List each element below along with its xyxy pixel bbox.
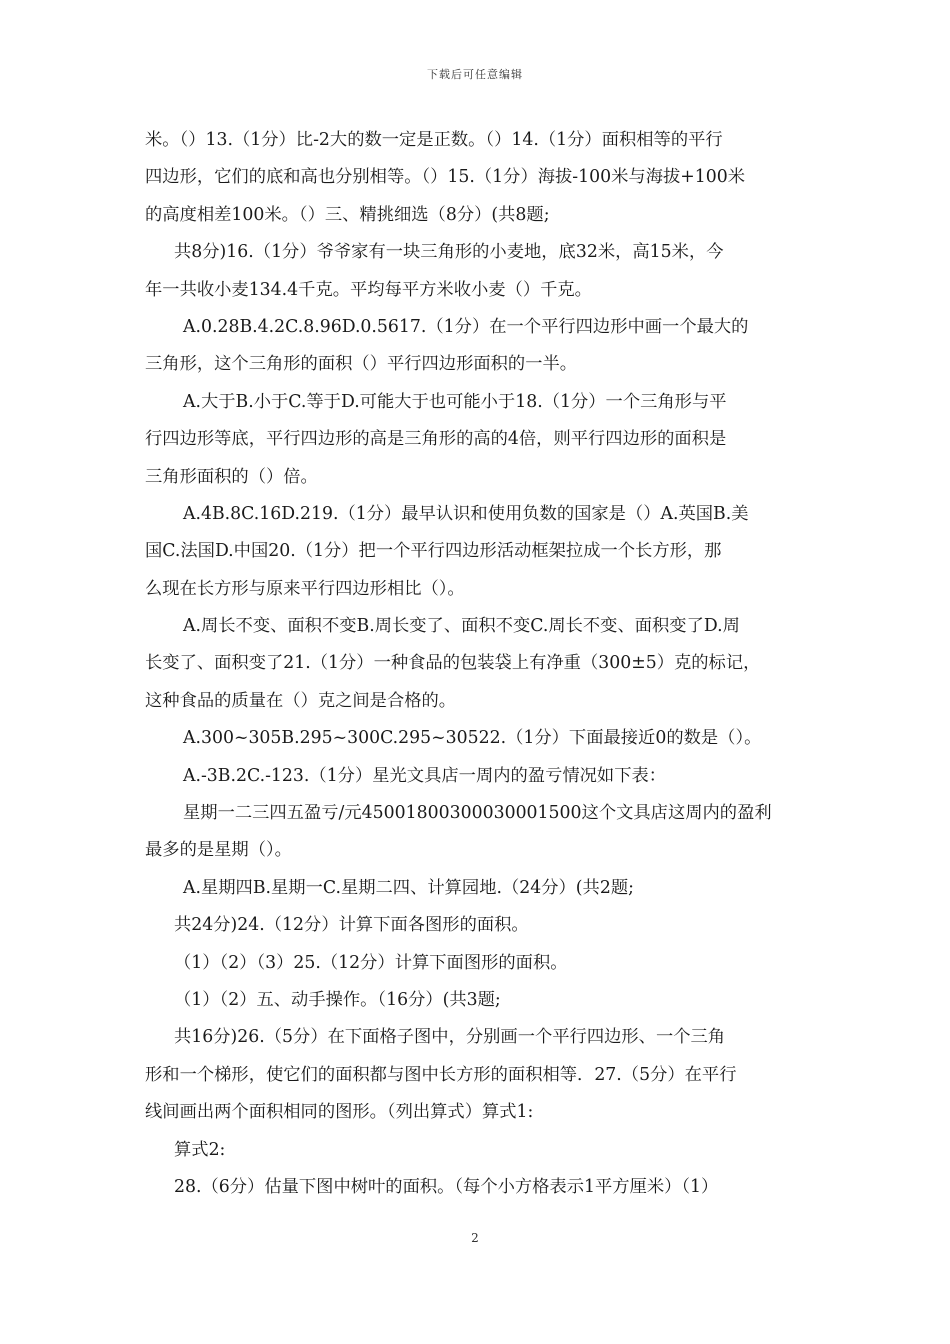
text-line: 国C.法国D.中国20.（1分）把一个平行四边形活动框架拉成一个长方形，那 <box>145 541 722 562</box>
text-line: 三角形面积的（）倍。 <box>145 466 318 487</box>
text-line: 共16分)26.（5分）在下面格子图中，分别画一个平行四边形、一个三角 <box>174 1027 726 1048</box>
text-line: A.大于B.小于C.等于D.可能大于也可能小于18.（1分）一个三角形与平 <box>183 391 727 412</box>
text-line: 算式2: <box>174 1139 226 1160</box>
text-line: 线间画出两个面积相同的图形。（列出算式）算式1: <box>145 1102 534 1123</box>
page-number: 2 <box>471 1231 479 1245</box>
text-line: 四边形，它们的底和高也分别相等。（）15.（1分）海拔-100米与海拔+100米 <box>145 167 745 188</box>
text-line: 共24分)24.（12分）计算下面各图形的面积。 <box>174 915 529 936</box>
text-line: 长变了、面积变了21.（1分）一种食品的包装袋上有净重（300±5）克的标记， <box>145 653 761 674</box>
text-line: 的高度相差100米。（）三、精挑细选（8分）(共8题; <box>145 204 550 225</box>
text-line: （1）（2）五、动手操作。（16分）(共3题; <box>174 989 501 1010</box>
text-line: 最多的是星期（）。 <box>145 840 292 861</box>
text-line: A.4B.8C.16D.219.（1分）最早认识和使用负数的国家是（）A.英国B.美 <box>183 503 749 524</box>
text-line: 么现在长方形与原来平行四边形相比（）。 <box>145 578 465 599</box>
text-line: 这种食品的质量在（）克之间是合格的。 <box>145 690 457 711</box>
text-line: 米。（）13.（1分）比-2大的数一定是正数。（）14.（1分）面积相等的平行 <box>145 130 723 150</box>
text-line: A.星期四B.星期一C.星期二四、计算园地.（24分）(共2题; <box>183 877 634 898</box>
text-line: 行四边形等底，平行四边形的高是三角形的高的4倍，则平行四边形的面积是 <box>145 429 727 450</box>
text-line: （1）（2）（3）25.（12分）计算下面图形的面积。 <box>174 952 568 973</box>
text-line: A.周长不变、面积不变B.周长变了、面积不变C.周长不变、面积变了D.周 <box>183 616 740 637</box>
page-header: 下载后可任意编辑 <box>427 68 523 81</box>
text-line: A.-3B.2C.-123.（1分）星光文具店一周内的盈亏情况如下表： <box>183 765 667 786</box>
text-line: 三角形，这个三角形的面积（）平行四边形面积的一半。 <box>145 354 578 375</box>
document-body <box>145 122 815 1206</box>
text-line: 28.（6分）估量下图中树叶的面积。（每个小方格表示1平方厘米）（1） <box>174 1176 719 1197</box>
text-line: 星期一二三四五盈亏/元45001800300030001500这个文具店这周内的盈利 <box>183 803 772 824</box>
text-line: A.0.28B.4.2C.8.96D.0.5617.（1分）在一个平行四边形中画一个最大的 <box>183 316 749 337</box>
text-line: A.300~305B.295~300C.295~30522.（1分）下面最接近0的数是（）。 <box>183 728 762 749</box>
text-line: 共8分)16.（1分）爷爷家有一块三角形的小麦地，底32米，高15米，今 <box>174 242 724 263</box>
text-line: 形和一个梯形，使它们的面积都与图中长方形的面积相等．27.（5分）在平行 <box>145 1064 737 1085</box>
text-line: 年一共收小麦134.4千克。平均每平方米收小麦（）千克。 <box>145 279 592 300</box>
